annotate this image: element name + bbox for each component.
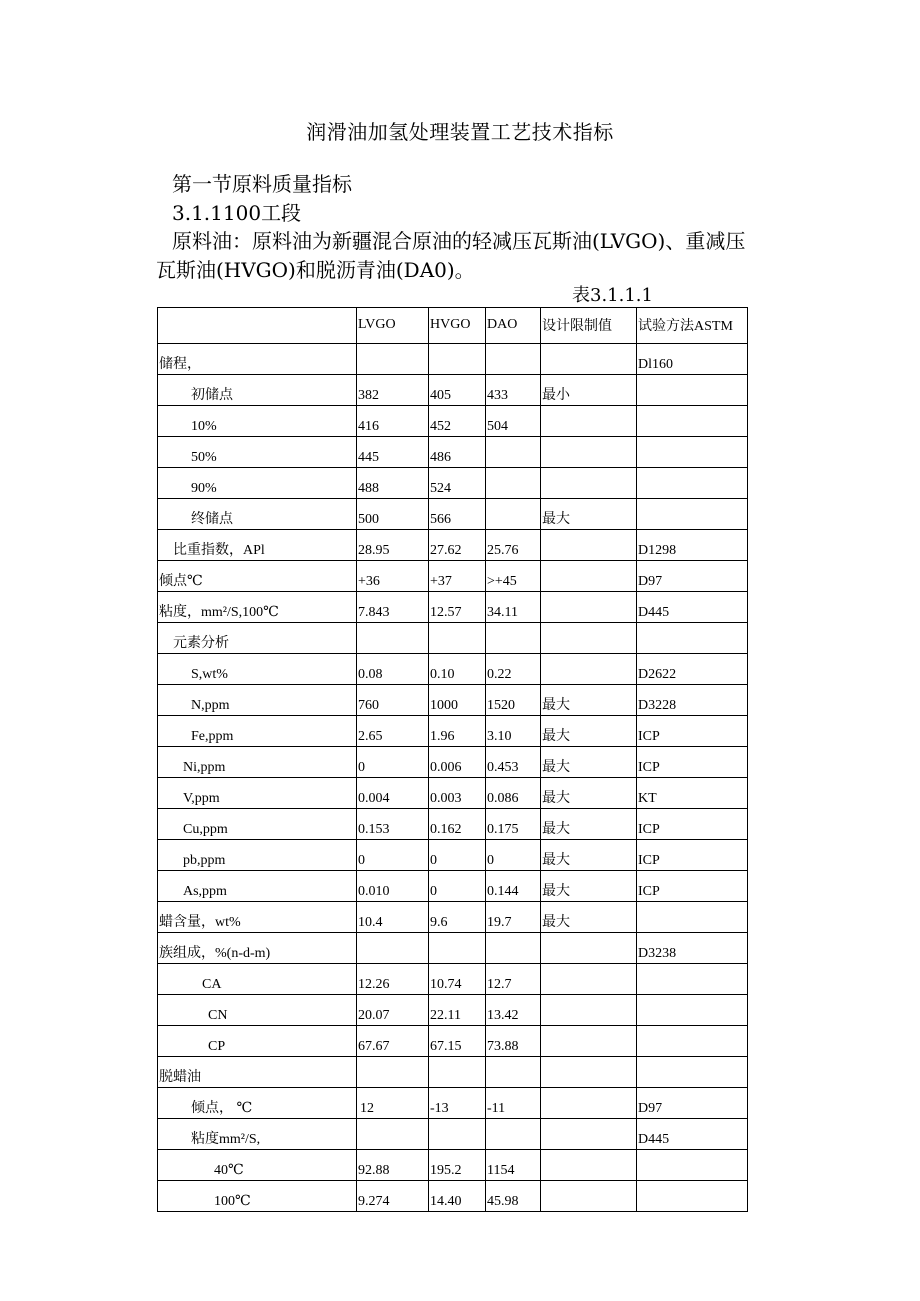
table-row	[158, 530, 748, 561]
table-row	[158, 1026, 748, 1057]
feed-quality-table	[157, 307, 748, 1212]
table-row	[158, 406, 748, 437]
cell-dao	[486, 344, 541, 375]
table-row	[158, 871, 748, 902]
cell-lvgo: 500	[357, 499, 429, 530]
cell-limit	[541, 1057, 637, 1088]
cell-method	[637, 499, 748, 530]
cell-method	[637, 437, 748, 468]
cell-method: KT	[637, 778, 748, 809]
cell-limit	[541, 1026, 637, 1057]
cell-item: pb,ppm	[158, 840, 357, 871]
cell-item: CN	[158, 995, 357, 1026]
feed-description-line-1: 原料油：原料油为新疆混合原油的轻减压瓦斯油(LVGO)、重减压	[172, 229, 746, 253]
cell-dao: 19.7	[486, 902, 541, 933]
cell-lvgo: 445	[357, 437, 429, 468]
cell-dao: 45.98	[486, 1181, 541, 1212]
cell-method	[637, 902, 748, 933]
cell-lvgo: 28.95	[357, 530, 429, 561]
cell-limit: 最大	[541, 685, 637, 716]
cell-dao	[486, 933, 541, 964]
cell-limit: 最大	[541, 809, 637, 840]
cell-dao: 0	[486, 840, 541, 871]
header-lvgo: LVGO	[357, 308, 429, 344]
cell-hvgo: 0	[429, 840, 486, 871]
cell-hvgo: 14.40	[429, 1181, 486, 1212]
cell-dao: 13.42	[486, 995, 541, 1026]
cell-hvgo: 27.62	[429, 530, 486, 561]
cell-method: D3238	[637, 933, 748, 964]
header-limit: 设计限制值	[541, 308, 637, 344]
cell-dao	[486, 1057, 541, 1088]
section-heading: 第一节原料质量指标	[172, 172, 352, 196]
cell-item: 比重指数，APl	[158, 530, 357, 561]
cell-limit	[541, 654, 637, 685]
cell-method	[637, 1057, 748, 1088]
cell-lvgo: 416	[357, 406, 429, 437]
table-row	[158, 840, 748, 871]
cell-lvgo	[357, 1119, 429, 1150]
cell-dao: 0.144	[486, 871, 541, 902]
cell-lvgo: 0.004	[357, 778, 429, 809]
cell-hvgo	[429, 1057, 486, 1088]
cell-lvgo: 12.26	[357, 964, 429, 995]
cell-limit: 最大	[541, 871, 637, 902]
cell-dao: -11	[486, 1088, 541, 1119]
cell-item: 90%	[158, 468, 357, 499]
cell-limit	[541, 437, 637, 468]
cell-method: ICP	[637, 840, 748, 871]
cell-hvgo: 1.96	[429, 716, 486, 747]
cell-limit: 最大	[541, 902, 637, 933]
table-row	[158, 778, 748, 809]
cell-limit: 最小	[541, 375, 637, 406]
cell-method: ICP	[637, 809, 748, 840]
cell-method	[637, 1026, 748, 1057]
cell-hvgo	[429, 344, 486, 375]
cell-hvgo: 9.6	[429, 902, 486, 933]
section-subheading: 3.1.1100工段	[172, 201, 302, 225]
table-row	[158, 437, 748, 468]
cell-item: 粘度mm²/S,	[158, 1119, 357, 1150]
cell-limit	[541, 623, 637, 654]
table-row	[158, 344, 748, 375]
cell-lvgo: 20.07	[357, 995, 429, 1026]
cell-item: 储程，	[158, 344, 357, 375]
cell-dao: 73.88	[486, 1026, 541, 1057]
table-row	[158, 623, 748, 654]
table-row	[158, 499, 748, 530]
cell-method: ICP	[637, 716, 748, 747]
cell-dao: 0.175	[486, 809, 541, 840]
table-row	[158, 561, 748, 592]
cell-dao	[486, 623, 541, 654]
cell-limit	[541, 468, 637, 499]
table-body	[158, 308, 748, 1212]
cell-method: D97	[637, 561, 748, 592]
cell-method: Dl160	[637, 344, 748, 375]
cell-lvgo: 2.65	[357, 716, 429, 747]
cell-lvgo: 0.153	[357, 809, 429, 840]
cell-dao: 504	[486, 406, 541, 437]
cell-lvgo	[357, 1057, 429, 1088]
cell-limit	[541, 964, 637, 995]
cell-item: CP	[158, 1026, 357, 1057]
cell-lvgo: 9.274	[357, 1181, 429, 1212]
cell-method	[637, 995, 748, 1026]
cell-hvgo: 0.10	[429, 654, 486, 685]
cell-method: D1298	[637, 530, 748, 561]
cell-method	[637, 406, 748, 437]
feed-description-line-2: 瓦斯油(HVGO)和脱沥青油(DA0)。	[156, 258, 475, 282]
cell-limit: 最大	[541, 499, 637, 530]
cell-method: D3228	[637, 685, 748, 716]
cell-dao: >+45	[486, 561, 541, 592]
cell-lvgo: 0.010	[357, 871, 429, 902]
header-item	[158, 308, 357, 344]
table-row	[158, 995, 748, 1026]
table-row	[158, 375, 748, 406]
cell-limit	[541, 406, 637, 437]
cell-lvgo: 488	[357, 468, 429, 499]
table-row	[158, 902, 748, 933]
cell-hvgo: 1000	[429, 685, 486, 716]
cell-method: D97	[637, 1088, 748, 1119]
cell-limit	[541, 933, 637, 964]
cell-hvgo: 0.003	[429, 778, 486, 809]
cell-limit: 最大	[541, 778, 637, 809]
cell-item: 初储点	[158, 375, 357, 406]
cell-item: Fe,ppm	[158, 716, 357, 747]
cell-hvgo: 486	[429, 437, 486, 468]
cell-limit	[541, 1181, 637, 1212]
cell-item: 100℃	[158, 1181, 357, 1212]
cell-item: As,ppm	[158, 871, 357, 902]
cell-lvgo	[357, 933, 429, 964]
cell-dao: 0.086	[486, 778, 541, 809]
cell-dao: 1520	[486, 685, 541, 716]
cell-item: 50%	[158, 437, 357, 468]
table-row	[158, 1119, 748, 1150]
cell-method: ICP	[637, 747, 748, 778]
cell-hvgo: 22.11	[429, 995, 486, 1026]
cell-method	[637, 623, 748, 654]
cell-method	[637, 1150, 748, 1181]
table-row	[158, 685, 748, 716]
cell-lvgo: +36	[357, 561, 429, 592]
cell-method	[637, 375, 748, 406]
cell-item: 40℃	[158, 1150, 357, 1181]
cell-method: D2622	[637, 654, 748, 685]
table-caption: 表3.1.1.1	[572, 285, 653, 306]
cell-hvgo: 10.74	[429, 964, 486, 995]
table-row	[158, 809, 748, 840]
cell-hvgo: +37	[429, 561, 486, 592]
cell-dao	[486, 468, 541, 499]
table-header-row	[158, 308, 748, 344]
cell-limit: 最大	[541, 716, 637, 747]
cell-method	[637, 468, 748, 499]
cell-hvgo: 524	[429, 468, 486, 499]
cell-limit	[541, 995, 637, 1026]
cell-hvgo: 0.006	[429, 747, 486, 778]
cell-hvgo: 12.57	[429, 592, 486, 623]
table-row	[158, 468, 748, 499]
table-row	[158, 654, 748, 685]
cell-limit	[541, 344, 637, 375]
cell-lvgo: 0.08	[357, 654, 429, 685]
cell-dao: 3.10	[486, 716, 541, 747]
cell-lvgo: 382	[357, 375, 429, 406]
cell-dao: 34.11	[486, 592, 541, 623]
cell-dao	[486, 437, 541, 468]
cell-limit	[541, 1150, 637, 1181]
cell-item: 10%	[158, 406, 357, 437]
cell-dao: 1154	[486, 1150, 541, 1181]
table-row	[158, 592, 748, 623]
table-row	[158, 1057, 748, 1088]
table-row	[158, 933, 748, 964]
cell-dao	[486, 499, 541, 530]
cell-item: 粘度，mm²/S,100℃	[158, 592, 357, 623]
cell-limit: 最大	[541, 840, 637, 871]
cell-item: 脱蜡油	[158, 1057, 357, 1088]
cell-limit	[541, 1119, 637, 1150]
cell-item: 终储点	[158, 499, 357, 530]
cell-limit	[541, 1088, 637, 1119]
header-method: 试验方法ASTM	[637, 308, 748, 344]
cell-dao	[486, 1119, 541, 1150]
cell-dao: 0.22	[486, 654, 541, 685]
cell-item: 倾点℃	[158, 561, 357, 592]
cell-hvgo	[429, 933, 486, 964]
cell-hvgo: 566	[429, 499, 486, 530]
cell-lvgo: 12	[357, 1088, 429, 1119]
cell-lvgo: 92.88	[357, 1150, 429, 1181]
cell-method	[637, 964, 748, 995]
cell-lvgo: 0	[357, 747, 429, 778]
cell-dao: 12.7	[486, 964, 541, 995]
table-row	[158, 1150, 748, 1181]
cell-item: 蜡含量，wt%	[158, 902, 357, 933]
cell-hvgo: 0.162	[429, 809, 486, 840]
cell-limit	[541, 530, 637, 561]
table-row	[158, 1088, 748, 1119]
document-title: 润滑油加氢处理装置工艺技术指标	[306, 120, 614, 144]
cell-hvgo: 195.2	[429, 1150, 486, 1181]
cell-dao: 0.453	[486, 747, 541, 778]
cell-hvgo: 67.15	[429, 1026, 486, 1057]
cell-item: CA	[158, 964, 357, 995]
table-row	[158, 964, 748, 995]
cell-lvgo: 67.67	[357, 1026, 429, 1057]
cell-item: S,wt%	[158, 654, 357, 685]
cell-item: Cu,ppm	[158, 809, 357, 840]
cell-dao: 25.76	[486, 530, 541, 561]
cell-method: ICP	[637, 871, 748, 902]
cell-item: N,ppm	[158, 685, 357, 716]
cell-hvgo	[429, 623, 486, 654]
cell-method: D445	[637, 1119, 748, 1150]
cell-item: 元素分析	[158, 623, 357, 654]
header-dao: DAO	[486, 308, 541, 344]
cell-item: 族组成，%(n-d-m)	[158, 933, 357, 964]
cell-item: Ni,ppm	[158, 747, 357, 778]
cell-method: D445	[637, 592, 748, 623]
cell-limit	[541, 592, 637, 623]
cell-dao: 433	[486, 375, 541, 406]
cell-hvgo: 452	[429, 406, 486, 437]
table-row	[158, 747, 748, 778]
cell-hvgo: 0	[429, 871, 486, 902]
cell-lvgo: 760	[357, 685, 429, 716]
cell-lvgo: 7.843	[357, 592, 429, 623]
cell-lvgo: 0	[357, 840, 429, 871]
cell-method	[637, 1181, 748, 1212]
table-row	[158, 716, 748, 747]
cell-lvgo	[357, 344, 429, 375]
cell-item: 倾点， ℃	[158, 1088, 357, 1119]
cell-hvgo: 405	[429, 375, 486, 406]
cell-item: V,ppm	[158, 778, 357, 809]
cell-hvgo: -13	[429, 1088, 486, 1119]
cell-lvgo	[357, 623, 429, 654]
header-hvgo: HVGO	[429, 308, 486, 344]
table-row	[158, 1181, 748, 1212]
cell-hvgo	[429, 1119, 486, 1150]
cell-limit	[541, 561, 637, 592]
cell-lvgo: 10.4	[357, 902, 429, 933]
cell-limit: 最大	[541, 747, 637, 778]
